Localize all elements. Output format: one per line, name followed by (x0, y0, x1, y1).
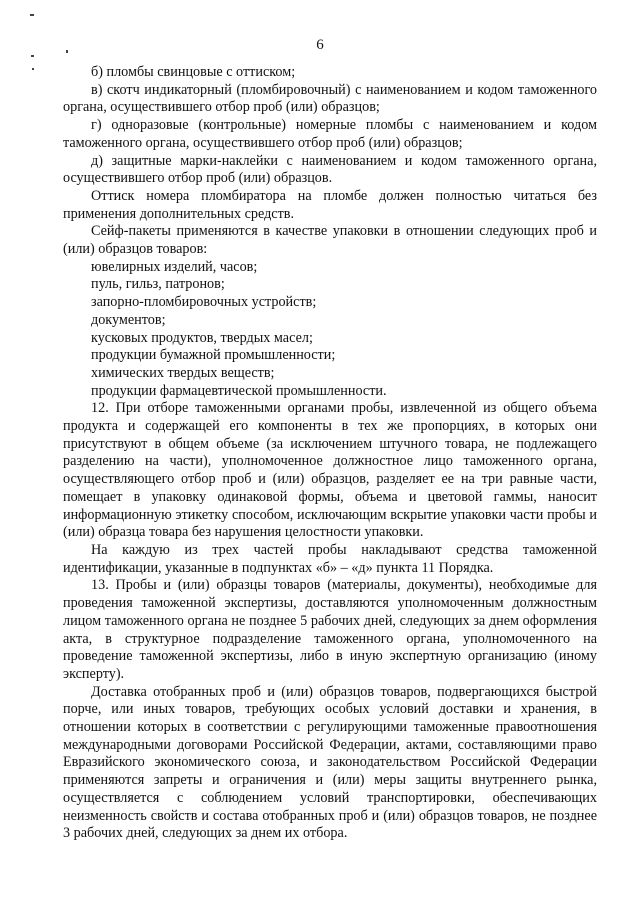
list-item: кусковых продуктов, твердых масел; (91, 329, 313, 346)
list-item: запорно-пломбировочных устройств; (91, 294, 317, 311)
scan-artifact (31, 55, 34, 57)
list-item: пуль, гильз, патронов; (91, 276, 225, 293)
list-item: документов; (91, 311, 166, 328)
list-item: химических твердых веществ; (91, 364, 275, 381)
scan-artifact (30, 14, 34, 16)
list-item: ювелирных изделий, часов; (91, 258, 258, 275)
paragraph: Оттиск номера пломбиратора на пломбе должен полностью читаться без применения дополнительных средств. (63, 187, 597, 222)
page-number: 6 (316, 37, 324, 53)
paragraph: б) пломбы свинцовые с оттиском; (91, 64, 296, 80)
document-body (63, 64, 597, 843)
paragraph: д) защитные марки-наклейки с наименованием и кодом таможенного органа, осуществившего отбор проб (или) образцов. (63, 152, 597, 187)
paragraph: 12. При отборе таможенными органами пробы, извлеченной из общего объема продукта и содержащей его компоненты в тех же пропорциях, в которых они присутствуют в общем объеме (за исключением штучного товара, не подлежащего разделению на части), уполномоченное должностное лицо таможенного органа, осуществляющего отбор проб и (или) образцов, разделяет ее на три равные части, помещает в упаковку одинаковой формы, объема и цветовой гаммы, наносит информационную этикетку способом, исключающим вскрытие упаковки части пробы и (или) образца товара без нарушения целостности упаковки. (63, 400, 597, 541)
paragraph: в) скотч индикаторный (пломбировочный) с наименованием и кодом таможенного органа, осуществившего отбор проб (или) образцов; (63, 81, 597, 116)
paragraph: На каждую из трех частей пробы накладывают средства таможенной идентификации, указанные в подпунктах «б» – «д» пункта 11 Порядка. (63, 541, 597, 576)
paragraph: 13. Пробы и (или) образцы товаров (материалы, документы), необходимые для проведения таможенной экспертизы, доставляются уполномоченным должностным лицом таможенного органа не позднее 5 рабочих дней, следующих за днем оформления акта, в структурное подразделение таможенного органа, уполномоченного на проведение таможенной экспертизы, либо в иную экспертную организацию (иному эксперту). (63, 577, 597, 682)
list-item: продукции фармацевтической промышленности. (91, 382, 387, 399)
paragraph: Доставка отобранных проб и (или) образцов товаров, подвергающихся быстрой порче, или иных товаров, требующих особых условий доставки и хранения, в отношении которых в соответствии с регулирующими таможенные правоотношения международными договорами Российской Федерации, актами, составляющими право Евразийского экономического союза, и законодательством Российской Федерации применяются запреты и ограничения и (или) меры защиты внутреннего рынка, осуществляется с соблюдением условий транспортировки, обеспечивающих неизменность свойств и состава отобранных проб и (или) образцов товаров, не позднее 3 рабочих дней, следующих за днем их отбора. (63, 683, 597, 842)
list-item: продукции бумажной промышленности; (91, 347, 336, 364)
scan-artifact (32, 68, 34, 70)
paragraph: Сейф-пакеты применяются в качестве упаковки в отношении следующих проб и (или) образцов товаров: (63, 223, 597, 258)
paragraph: г) одноразовые (контрольные) номерные пломбы с наименованием и кодом таможенного органа, осуществившего отбор проб (или) образцов; (63, 117, 597, 151)
